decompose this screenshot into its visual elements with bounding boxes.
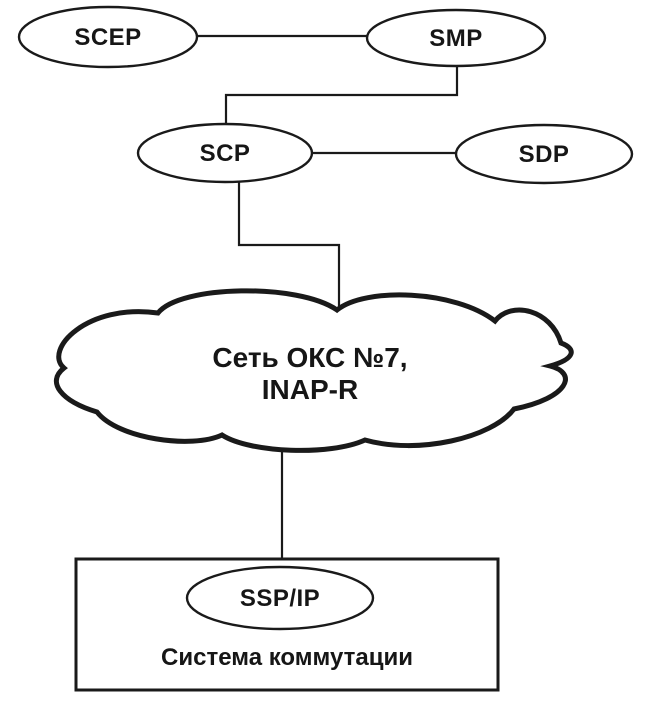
scp-label: SCP [199,140,251,167]
sdp-label: SDP [518,141,570,168]
ssp-ip-label: SSP/IP [239,585,321,612]
cloud-label-line1: Сеть ОКС №7, [212,342,408,373]
link-smp-scp [226,62,457,128]
switching-system-label: Система коммутации [161,644,413,671]
scep-label: SCEP [74,24,142,51]
smp-label: SMP [429,25,483,52]
cloud-label-line2: INAP-R [261,374,359,405]
